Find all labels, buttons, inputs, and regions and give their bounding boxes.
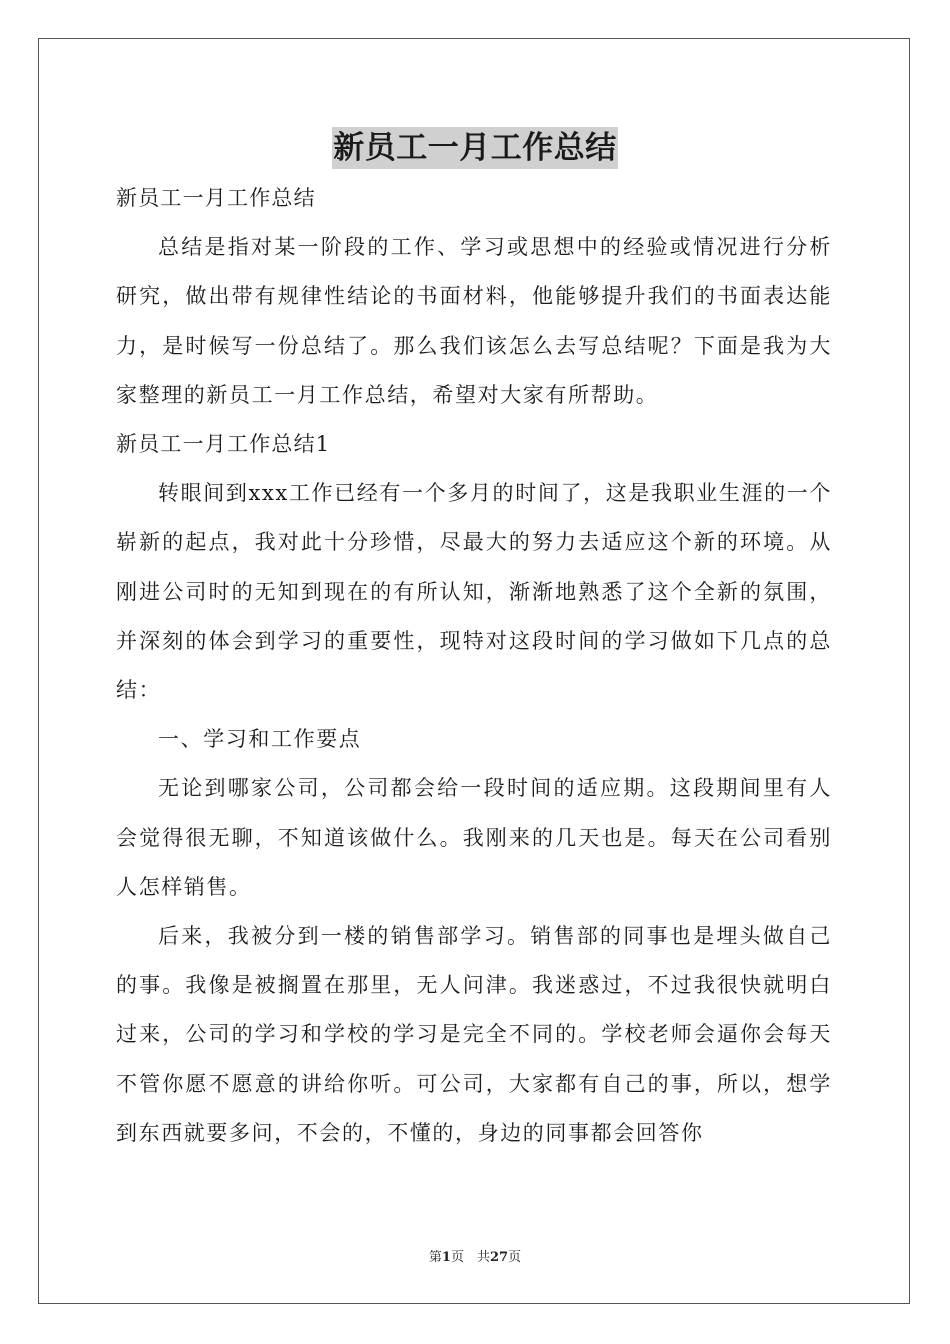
point-1-paragraph-2: 后来，我被分到一楼的销售部学习。销售部的同事也是埋头做自己的事。我像是被搁置在那里，无人问津。我迷惑过，不过我很快就明白过来，公司的学习和学校的学习是完全不同的。学校老师会逼你会每天不管你愿不愿意的讲给你听。可公司，大家都有自己的事，所以，想学到东西就要多问，不会的，不懂的，身边的同事都会回答你 bbox=[116, 924, 832, 1145]
section-1-title: 新员工一月工作总结1 bbox=[116, 432, 331, 457]
footer-page-prefix: 第 bbox=[428, 1250, 442, 1265]
footer-page-mid: 页 共 bbox=[450, 1250, 490, 1265]
title-container bbox=[0, 127, 950, 169]
document-subtitle: 新员工一月工作总结 bbox=[116, 186, 316, 210]
document-title: 新员工一月工作总结 bbox=[332, 127, 618, 169]
footer-page-suffix: 页 bbox=[508, 1250, 522, 1265]
intro-paragraph: 总结是指对某一阶段的工作、学习或思想中的经验或情况进行分析研究，做出带有规律性结论的书面材料，他能够提升我们的书面表达能力，是时候写一份总结了。那么我们该怎么去写总结呢？下面是我为大家整理的新员工一月工作总结，希望对大家有所帮助。 bbox=[116, 235, 832, 407]
point-1-paragraph-1: 无论到哪家公司，公司都会给一段时间的适应期。这段期间里有人会觉得很无聊，不知道该做什么。我刚来的几天也是。每天在公司看别人怎样销售。 bbox=[116, 776, 832, 899]
page-footer bbox=[0, 1246, 950, 1265]
footer-page-current: 1 bbox=[441, 1250, 451, 1265]
footer-page-total: 27 bbox=[489, 1250, 509, 1265]
point-1-title: 一、学习和工作要点 bbox=[158, 727, 362, 752]
section-1-paragraph: 转眼间到xxx工作已经有一个多月的时间了，这是我职业生涯的一个崭新的起点，我对此十分珍惜，尽最大的努力去适应这个新的环境。从刚进公司时的无知到现在的有所认知，渐渐地熟悉了这个全新的氛围，并深刻的体会到学习的重要性，现特对这段时间的学习做如下几点的总结： bbox=[116, 481, 832, 703]
document-body bbox=[116, 174, 832, 1158]
